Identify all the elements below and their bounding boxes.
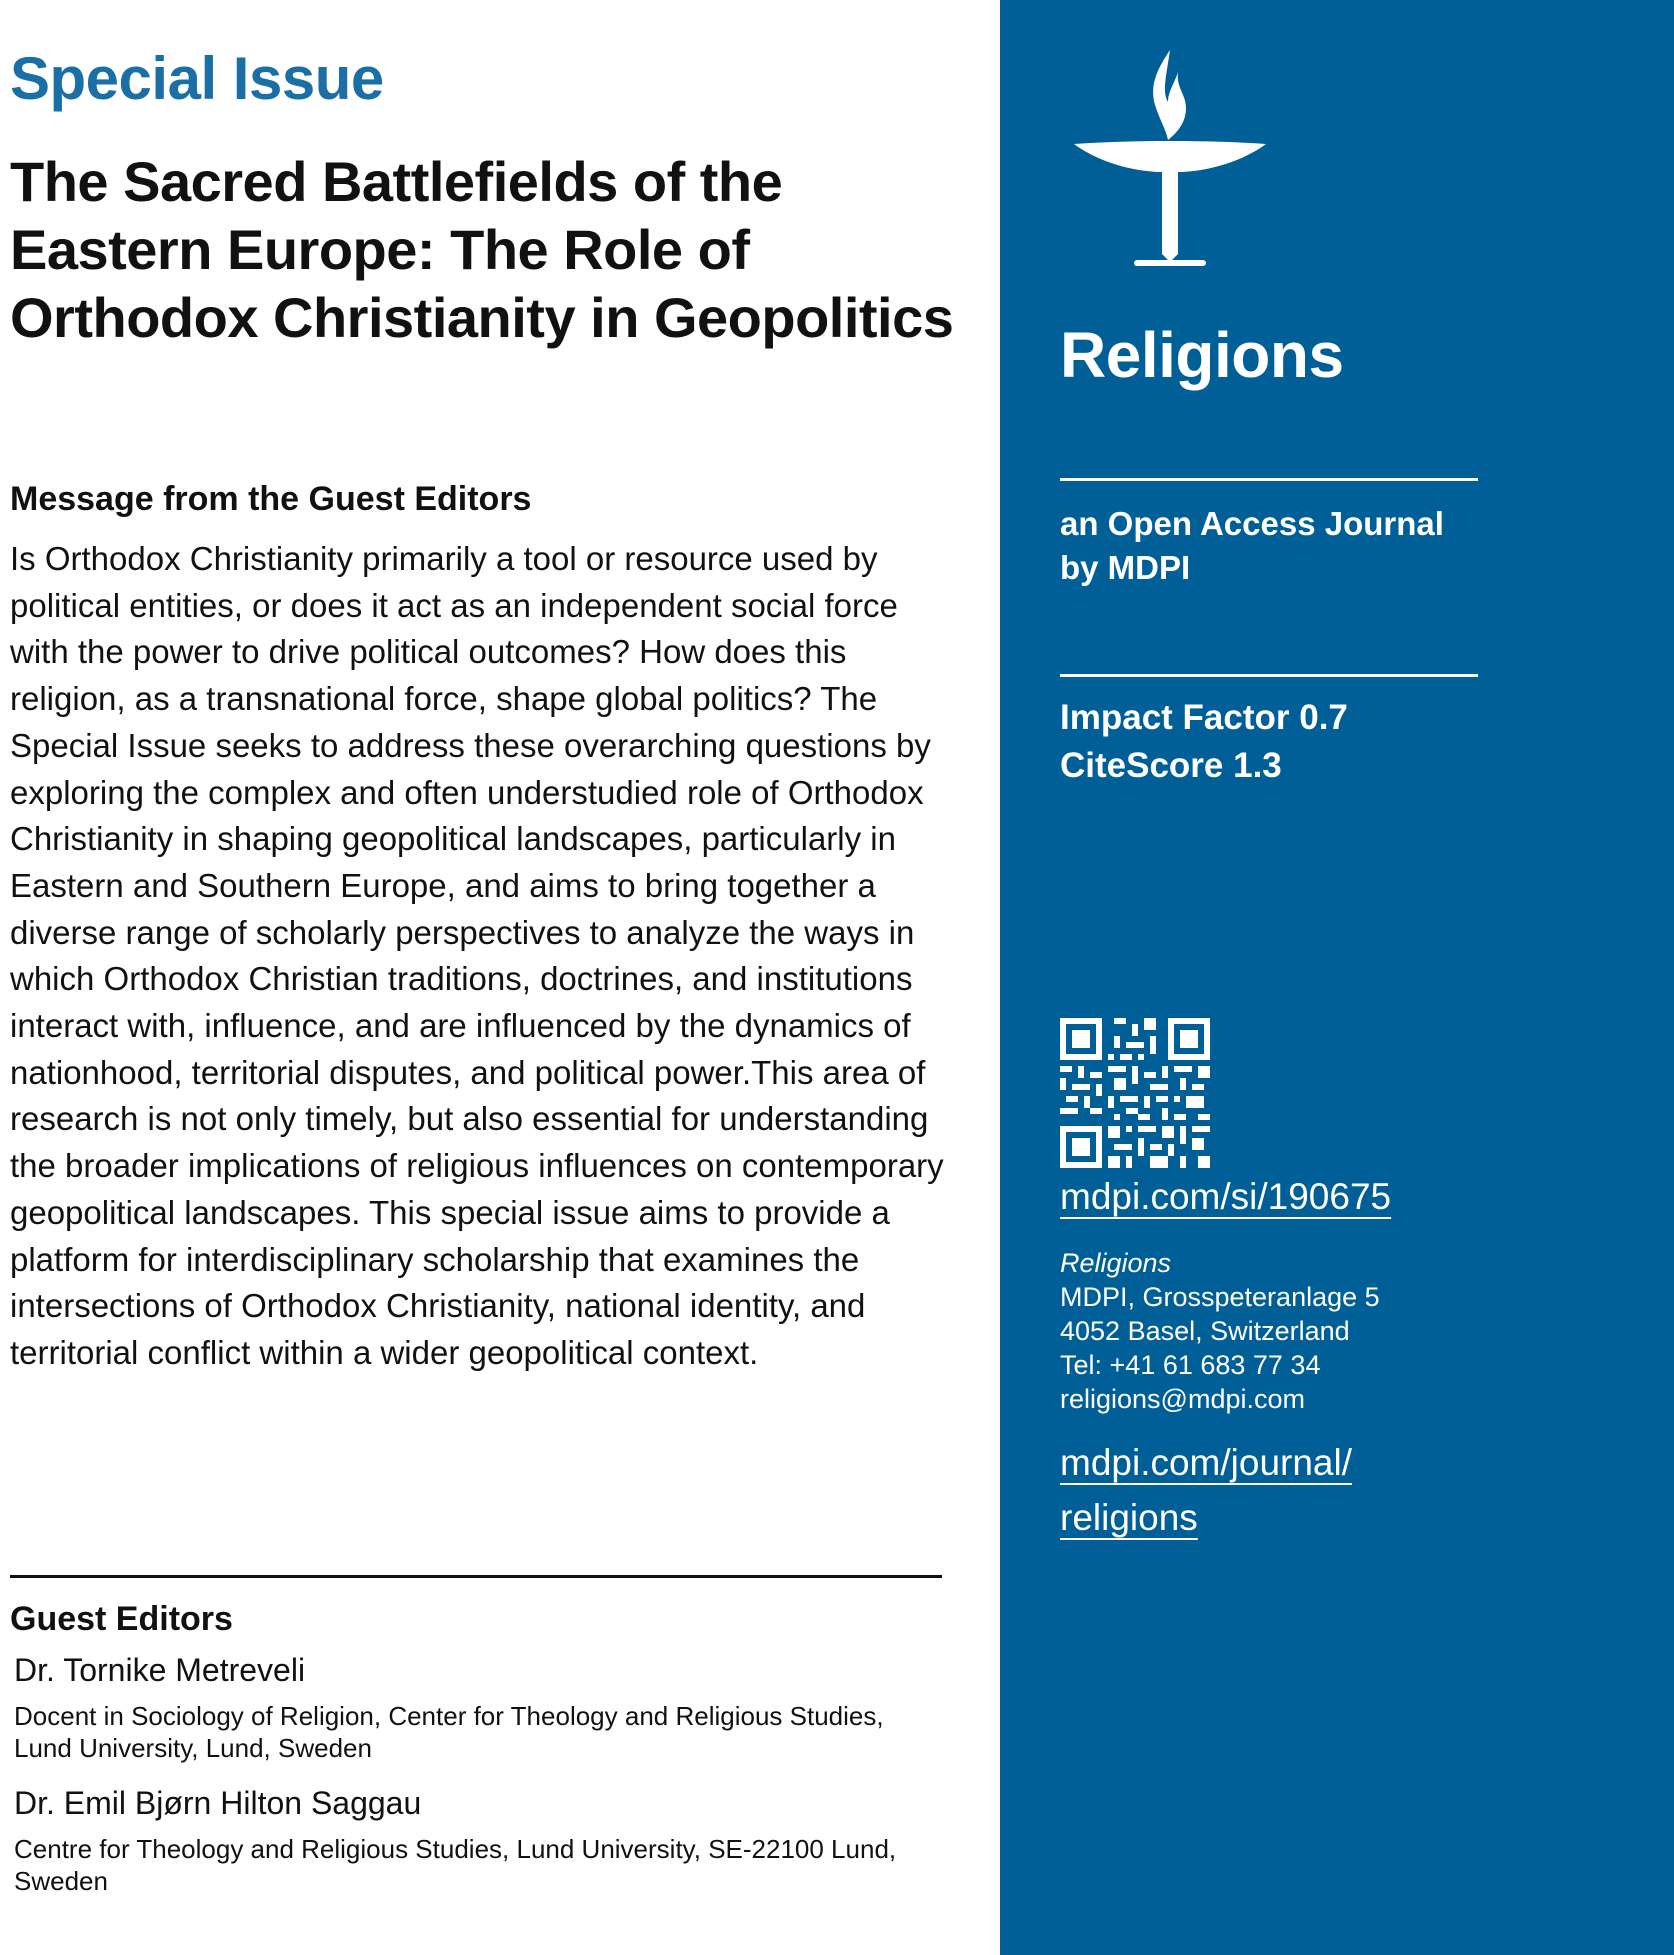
- editor-affiliation: Docent in Sociology of Religion, Center for Theology and Religious Studies, Lund University, Lund, Sweden: [14, 1701, 884, 1763]
- citescore: CiteScore 1.3: [1060, 746, 1282, 785]
- editor-name: Dr. Tornike Metreveli: [14, 1652, 306, 1688]
- divider: [1060, 674, 1478, 677]
- impact-factor: Impact Factor 0.7: [1060, 698, 1348, 737]
- special-issue-title: The Sacred Battlefields of the Eastern Europe: The Role of Orthodox Christianity in Geopolitics: [10, 150, 954, 349]
- editor-name: Dr. Emil Bjørn Hilton Saggau: [14, 1785, 422, 1821]
- divider: [1060, 478, 1478, 481]
- message-body: Is Orthodox Christianity primarily a tool or resource used by political entities, or does it act as an independent social force with the power to drive political outcomes? How does this religion, as a transnational force, shape global politics? The Special Issue seeks to address these overarching questions by exploring the complex and often understudied role of Orthodox Christianity in shaping geopolitical landscapes, particularly in Eastern and Southern Europe, and aims to bring together a diverse range of scholarly perspectives to analyze the ways in which Orthodox Christian traditions, doctrines, and institutions interact with, influence, and are influenced by the dynamics of nationhood, territorial disputes, and political power.This area of research is not only timely, but also essential for understanding the broader implications of religious influences on contemporary geopolitical landscapes. This special issue aims to provide a platform for interdisciplinary scholarship that examines the intersections of Orthodox Christianity, national identity, and territorial conflict within a wider geopolitical context.: [10, 540, 944, 1371]
- open-access-text: an Open Access Journal by MDPI: [1060, 505, 1444, 586]
- journal-link[interactable]: religions: [1060, 1497, 1198, 1538]
- address-journal-name: Religions: [1060, 1248, 1172, 1278]
- publisher-address: [1060, 1246, 1380, 1416]
- special-issue-label: Special Issue: [10, 45, 384, 112]
- address-line: MDPI, Grosspeteranlage 5: [1060, 1282, 1380, 1312]
- chalice-flame-icon: [1070, 48, 1270, 278]
- journal-link[interactable]: mdpi.com/journal/: [1060, 1442, 1353, 1483]
- special-issue-link[interactable]: mdpi.com/si/190675: [1060, 1176, 1392, 1217]
- address-line: 4052 Basel, Switzerland: [1060, 1316, 1350, 1346]
- message-heading: Message from the Guest Editors: [10, 480, 532, 518]
- journal-panel: [1000, 0, 1674, 1955]
- address-phone: Tel: +41 61 683 77 34: [1060, 1350, 1321, 1380]
- address-email[interactable]: religions@mdpi.com: [1060, 1384, 1305, 1414]
- divider: [10, 1575, 942, 1578]
- guest-editors-heading: Guest Editors: [10, 1600, 233, 1638]
- journal-name: Religions: [1060, 319, 1344, 391]
- qr-code-icon[interactable]: [1060, 1018, 1210, 1168]
- editor-affiliation: Centre for Theology and Religious Studies, Lund University, SE-22100 Lund, Sweden: [14, 1834, 897, 1896]
